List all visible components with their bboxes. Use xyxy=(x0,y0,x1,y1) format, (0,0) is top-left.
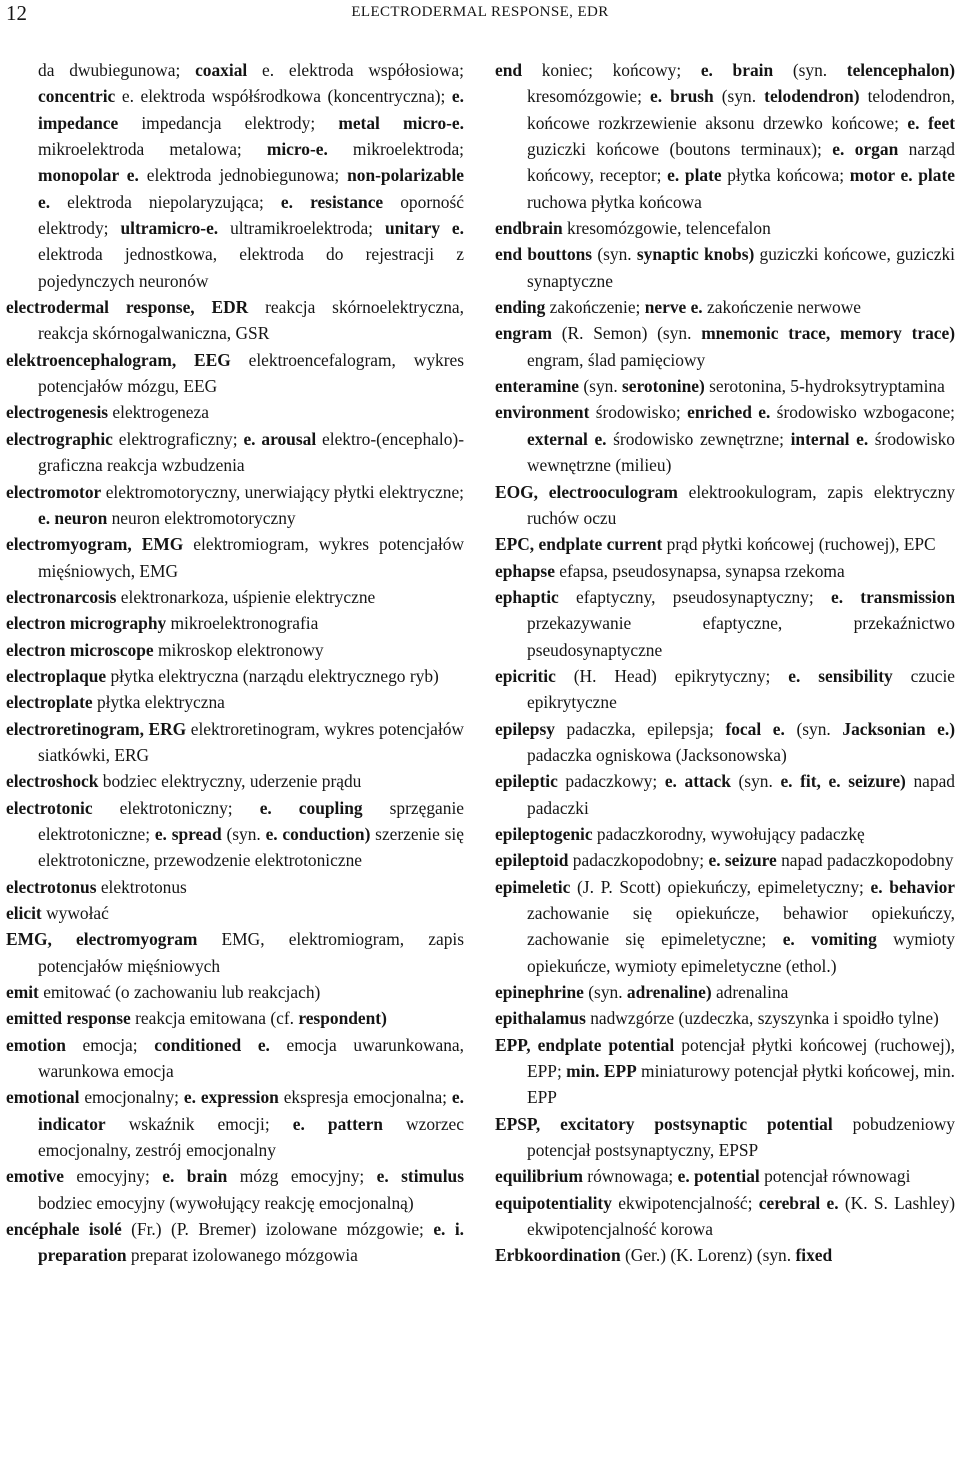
bold-term: e. brush xyxy=(650,86,714,107)
bold-term: epinephrine xyxy=(495,982,584,1003)
bold-term: electrodermal response, EDR xyxy=(6,297,249,318)
bold-term: electromyogram, EMG xyxy=(6,534,184,555)
bold-term: e. i. preparation xyxy=(38,1219,464,1266)
dictionary-entry: electroplate płytka elektryczna xyxy=(6,692,225,713)
bold-term: electromyogram xyxy=(76,929,198,950)
bold-term: electroplaque xyxy=(6,665,107,686)
dictionary-entry: electrogenesis elektrogeneza xyxy=(6,402,209,423)
bold-term: encéphale isolé xyxy=(6,1219,122,1240)
bold-term: electroplate xyxy=(6,692,93,713)
bold-term: e. stimulus xyxy=(376,1166,464,1187)
dictionary-entry: emotion emocja; conditioned e. emocja uwarunkowana, warunkowa emocja xyxy=(6,1034,464,1082)
bold-term: e. pattern xyxy=(292,1113,383,1134)
bold-term: micro-e. xyxy=(266,139,328,160)
bold-term: respondent) xyxy=(298,1008,387,1029)
bold-term: epilepsy xyxy=(495,718,555,739)
bold-term: coaxial xyxy=(195,60,248,80)
dictionary-entry: emotive emocyjny; e. brain mózg emocyjny; e. stimulus bodziec emocyjny (wywołujący reakcję emocjonalną) xyxy=(6,1166,464,1213)
dictionary-entry: electroplaque płytka elektryczna (narządu elektrycznego ryb) xyxy=(6,665,439,686)
bold-term: synaptic knobs) xyxy=(636,244,755,265)
bold-term: e. expression xyxy=(183,1087,279,1108)
bold-term: elektroencephalogram, EEG xyxy=(6,349,231,370)
dictionary-entry: epimeletic (J. P. Scott) opiekuńczy, epimeletyczny; e. behavior zachowanie się opiekuńcze, behawior opiekuńczy, zachowanie się epimeletyczne; e. vomiting wymioty opiekuńcze, wymioty epimeletyczne (ethol.) xyxy=(495,876,955,976)
page-number: 12 xyxy=(6,1,27,25)
bold-term: epicritic xyxy=(495,665,556,686)
bold-term: electron microscope xyxy=(6,639,154,660)
dictionary-entry: electron microscope mikroskop elektronowy xyxy=(6,639,324,660)
bold-term: emitted response xyxy=(6,1008,131,1029)
bold-term: e. behavior xyxy=(870,876,955,897)
dictionary-entry: electron micrography mikroelektronografia xyxy=(6,613,319,634)
bold-term: unitary e. xyxy=(384,218,464,239)
bold-term: elicit xyxy=(6,903,42,923)
bold-term: emotion xyxy=(6,1034,66,1055)
bold-term: telencephalon) xyxy=(846,60,955,80)
bold-term: motor e. xyxy=(849,165,913,186)
bold-term: metal micro-e. xyxy=(338,112,465,133)
dictionary-entry: da dwubiegunowa; coaxial e. elektroda współosiowa; concentric e. elektroda współśrodkowa (koncentryczna); e. impedance impedancja elektrody; metal micro-e. mikroelektroda metalowa; micro-e. mikroelektroda; monopolar e. elektroda jednobiegunowa; non-polarizable e. elektroda niepolaryzująca; e. resistance oporność elektrody; ultramicro-e. ultramikroelektroda; unitary e. elektroda jednostkowa, elektroda do rejestracji z pojedynczych neuronów xyxy=(38,60,465,291)
dictionary-entry: emotional emocjonalny; e. expression ekspresja emocjonalna; e. indicator wskaźnik emocji; e. pattern wzorzec emocjonalny, zestrój emocjonalny xyxy=(6,1087,464,1161)
bold-term: e. transmission xyxy=(831,586,955,607)
dictionary-entry: emit emitować (o zachowaniu lub reakcjach) xyxy=(6,982,321,1003)
dictionary-entry: emitted response reakcja emitowana (cf. respondent) xyxy=(6,1008,387,1029)
bold-term: e. coupling xyxy=(259,797,363,818)
bold-term: e. sensibility xyxy=(788,665,893,686)
dictionary-entry: environment środowisko; enriched e. środowisko wzbogacone; external e. środowisko zewnętrzne; internal e. środowisko wewnętrzne (milieu) xyxy=(495,402,955,476)
bold-term: electrotonus xyxy=(6,876,97,897)
bold-term: electroretinogram, ERG xyxy=(6,718,187,739)
bold-term: e. impedance xyxy=(38,86,464,133)
bold-term: electrogenesis xyxy=(6,402,109,423)
bold-term: equilibrium xyxy=(495,1166,583,1187)
bold-term: conditioned e. xyxy=(154,1034,270,1055)
bold-term: e. vomiting xyxy=(782,929,877,950)
dictionary-entry: EPP, endplate potential potencjał płytki końcowej (ruchowej), EPP; min. EPP miniaturowy potencjał płytki końcowej, min. EPP xyxy=(495,1034,956,1108)
dictionary-entry: electromyogram, EMG elektromiogram, wykres potencjałów mięśniowych, EMG xyxy=(6,534,464,581)
bold-term: EPC, endplate current xyxy=(495,534,663,555)
dictionary-entry: epileptic padaczkowy; e. attack (syn. e. fit, e. seizure) napad padaczki xyxy=(495,771,955,818)
bold-term: endbrain xyxy=(495,218,563,239)
bold-term: e. conduction) xyxy=(265,823,371,844)
dictionary-entry: ephapse efapsa, pseudosynapsa, synapsa rzekoma xyxy=(495,560,845,581)
bold-term: epileptic xyxy=(495,771,558,792)
dictionary-entry: epileptogenic padaczkorodny, wywołujący padaczkę xyxy=(495,823,865,844)
bold-term: e. attack xyxy=(664,771,731,792)
bold-term: e. resistance xyxy=(280,191,384,212)
dictionary-entry: elektroencephalogram, EEG elektroencefalogram, wykres potencjałów mózgu, EEG xyxy=(6,349,464,397)
bold-term: cerebral e. xyxy=(758,1192,839,1213)
dictionary-entry: epileptoid padaczkopodobny; e. seizure napad padaczkopodobny xyxy=(495,850,954,871)
right-column xyxy=(495,57,955,1269)
bold-term: monopolar e. xyxy=(38,165,139,186)
dictionary-entry: Erbkoordination (Ger.) (K. Lorenz) (syn. fixed xyxy=(495,1245,833,1266)
bold-term: nerve e. xyxy=(644,297,703,318)
bold-term: EOG, electrooculogram xyxy=(495,481,678,502)
bold-term: emotive xyxy=(6,1166,64,1187)
bold-term: emotional xyxy=(6,1087,80,1108)
bold-term: trace) xyxy=(911,323,955,344)
bold-term: electroshock xyxy=(6,771,99,792)
bold-term: e. feet xyxy=(907,112,955,133)
bold-term: EMG, xyxy=(6,929,52,950)
running-head: ELECTRODERMAL RESPONSE, EDR xyxy=(351,4,609,20)
dictionary-entry: EPSP, excitatory postsynaptic potential pobudzeniowy potencjał postsynaptyczny, EPSP xyxy=(495,1113,955,1161)
bold-term: end xyxy=(495,60,523,80)
dictionary-entry: endbrain kresomózgowie, telencefalon xyxy=(495,218,771,239)
bold-term: fixed xyxy=(795,1245,833,1266)
bold-term: ending xyxy=(495,297,546,318)
bold-term: e. potential xyxy=(677,1166,760,1187)
bold-term: e. fit, e. seizure) xyxy=(780,771,906,792)
bold-term: min. EPP xyxy=(566,1061,637,1082)
bold-term: epileptogenic xyxy=(495,823,593,844)
bold-term: e. spread xyxy=(154,823,222,844)
dictionary-entry: enteramine (syn. serotonine) serotonina, 5-hydroksytryptamina xyxy=(495,376,945,397)
bold-term: non-polarizable e. xyxy=(38,165,465,212)
bold-term: adrenaline) xyxy=(626,982,712,1003)
dictionary-entry: electronarcosis elektronarkoza, uśpienie elektryczne xyxy=(6,586,376,607)
bold-term: EPSP, excitatory postsynaptic potential xyxy=(495,1113,833,1134)
dictionary-entry: ending zakończenie; nerve e. zakończenie nerwowe xyxy=(495,297,862,318)
bold-term: engram xyxy=(495,323,552,344)
dictionary-entry: end bouttons (syn. synaptic knobs) guziczki końcowe, guziczki synaptyczne xyxy=(495,244,955,291)
bold-term: serotonine) xyxy=(622,376,705,397)
dictionary-entry: EPC, endplate current prąd płytki końcowej (ruchowej), EPC xyxy=(495,534,936,555)
bold-term: environment xyxy=(495,402,590,423)
dictionary-entry: epicritic (H. Head) epikrytyczny; e. sensibility czucie epikrytyczne xyxy=(495,665,956,713)
dictionary-entry: electrotonus elektrotonus xyxy=(6,876,187,897)
bold-term: EPP, endplate potential xyxy=(495,1034,675,1055)
dictionary-entry: elicit wywołać xyxy=(6,903,109,923)
dictionary-entry: epilepsy padaczka, epilepsja; focal e. (syn. Jacksonian e.) padaczka ogniskowa (Jacksonowska) xyxy=(495,718,955,765)
bold-term: e. arousal xyxy=(243,428,317,449)
bold-term: e. indicator xyxy=(38,1087,464,1134)
bold-term: electronarcosis xyxy=(6,586,117,607)
bold-term: e. brain xyxy=(162,1166,228,1187)
bold-term: epimeletic xyxy=(495,876,571,897)
bold-term: Jacksonian e.) xyxy=(842,718,955,739)
bold-term: enteramine xyxy=(495,376,580,397)
dictionary-entry: electrotonic elektrotoniczny; e. coupling sprzęganie elektrotoniczne; e. spread (syn. e. conduction) szerzenie się elektrotoniczne, przewodzenie elektrotoniczne xyxy=(6,797,464,871)
dictionary-entry: electrographic elektrograficzny; e. arousal elektro-(encephalo)-graficzna reakcja wzbudzenia xyxy=(6,428,464,476)
dictionary-entry: equipotentiality ekwipotencjalność; cerebral e. (K. S. Lashley) ekwipotencjalność korowa xyxy=(495,1192,955,1240)
bold-term: epileptoid xyxy=(495,850,569,871)
bold-term: e. brain xyxy=(700,60,774,80)
bold-term: e. organ xyxy=(832,139,899,160)
dictionary-entry: EOG, electrooculogram elektrookulogram, zapis elektryczny ruchów oczu xyxy=(495,481,955,528)
bold-term: mnemonic trace, memory xyxy=(701,323,902,344)
bold-term: emit xyxy=(6,982,39,1003)
dictionary-entry: encéphale isolé (Fr.) (P. Bremer) izolowane mózgowie; e. i. preparation preparat izolowanego mózgowia xyxy=(6,1219,464,1266)
dictionary-entry: EMG, electromyogram EMG, elektromiogram, zapis potencjałów mięśniowych xyxy=(6,929,464,976)
bold-term: internal e. xyxy=(790,428,869,449)
dictionary-entry: electroshock bodziec elektryczny, uderzenie prądu xyxy=(6,771,362,792)
bold-term: ephapse xyxy=(495,560,555,581)
left-column xyxy=(6,57,464,1269)
dictionary-entry: engram (R. Semon) (syn. mnemonic trace, memory trace) engram, ślad pamięciowy xyxy=(495,323,955,370)
bold-term: external e. xyxy=(527,428,607,449)
page-header xyxy=(0,0,960,28)
bold-term: e. seizure xyxy=(708,850,777,871)
bold-term: electromotor xyxy=(6,481,102,502)
bold-term: telodendron) xyxy=(764,86,860,107)
bold-term: electron micrography xyxy=(6,613,167,634)
dictionary-entry: ephaptic efaptyczny, pseudosynaptyczny; e. transmission przekazywanie efaptyczne, przekaźnictwo pseudosynaptyczne xyxy=(495,586,955,660)
dictionary-entry: electromotor elektromotoryczny, unerwiający płytki elektryczne; e. neuron neuron elektromotoryczny xyxy=(6,481,464,528)
bold-term: Erbkoordination xyxy=(495,1245,621,1266)
bold-term: concentric xyxy=(38,86,116,107)
bold-term: end bouttons xyxy=(495,244,593,265)
bold-term: focal e. xyxy=(725,718,785,739)
dictionary-entry: epithalamus nadwzgórze (uzdeczka, szyszynka i spoidło tylne) xyxy=(495,1008,939,1029)
dictionary-entry: end koniec; końcowy; e. brain (syn. telencephalon) kresomózgowie; e. brush (syn. telodendron) telodendron, końcowe rozkrzewienie aksonu drzewko końcowe; e. feet guziczki końcowe (boutons terminaux); e. organ narząd końcowy, receptor; e. plate płytka końcowa; motor e. plate ruchowa płytka końcowa xyxy=(495,60,955,212)
bold-term: ephaptic xyxy=(495,586,559,607)
bold-term: plate xyxy=(918,165,955,186)
bold-term: e. neuron xyxy=(38,507,108,528)
bold-term: equipotentiality xyxy=(495,1192,612,1213)
bold-term: electrotonic xyxy=(6,797,93,818)
bold-term: e. plate xyxy=(667,165,722,186)
dictionary-entry: electrodermal response, EDR reakcja skórnoelektryczna, reakcja skórnogalwaniczna, GSR xyxy=(6,297,464,344)
bold-term: electrographic xyxy=(6,428,113,449)
dictionary-entry: electroretinogram, ERG elektroretinogram, wykres potencjałów siatkówki, ERG xyxy=(6,718,464,765)
bold-term: enriched e. xyxy=(687,402,771,423)
bold-term: epithalamus xyxy=(495,1008,586,1029)
bold-term: ultramicro-e. xyxy=(120,218,219,239)
dictionary-entry: equilibrium równowaga; e. potential potencjał równowagi xyxy=(495,1166,911,1187)
dictionary-entry: epinephrine (syn. adrenaline) adrenalina xyxy=(495,982,789,1003)
